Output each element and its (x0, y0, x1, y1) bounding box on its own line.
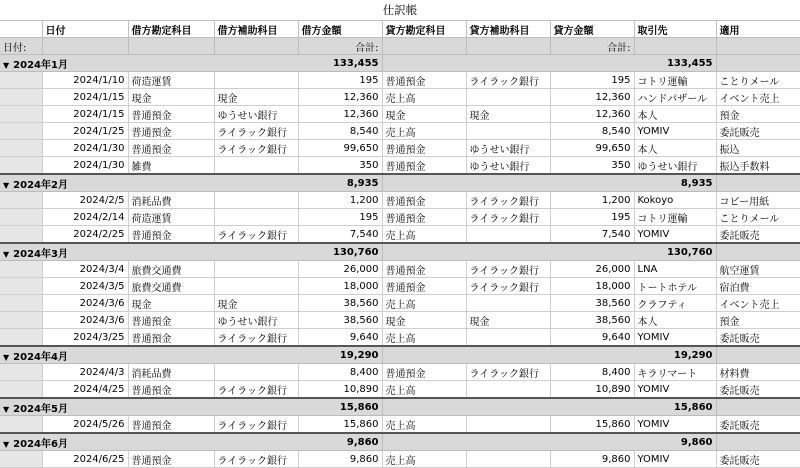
cell-credit-account[interactable]: 普通預金 (382, 278, 466, 295)
group-credit-total: 9,860 (634, 433, 716, 451)
cell-partner[interactable]: ゆうせい銀行 (634, 157, 716, 175)
cell-memo[interactable]: 振込 (716, 140, 800, 157)
table-row[interactable] (0, 209, 800, 226)
cell-debit-account[interactable]: 普通預金 (128, 123, 214, 140)
cell-partner[interactable]: YOMIV (634, 381, 716, 399)
cell-memo[interactable]: 委託販売 (716, 123, 800, 140)
cell-credit-amount[interactable]: 1,200 (550, 192, 634, 209)
cell-date[interactable]: 2024/2/14 (42, 209, 128, 226)
cell-credit-amount[interactable]: 8,400 (550, 364, 634, 381)
cell-memo[interactable]: コピー用紙 (716, 192, 800, 209)
header-debit-account[interactable]: 借方勘定科目 (128, 21, 214, 38)
cell-debit-account[interactable]: 消耗品費 (128, 364, 214, 381)
cell-partner[interactable]: コトリ運輸 (634, 209, 716, 226)
table-row[interactable] (0, 157, 800, 175)
row-gutter (0, 364, 42, 381)
cell-debit-sub-account[interactable] (214, 192, 298, 209)
cell-debit-sub-account[interactable] (214, 157, 298, 175)
cell-memo[interactable]: 委託販売 (716, 451, 800, 468)
cell-debit-sub-account[interactable]: ゆうせい銀行 (214, 312, 298, 329)
cell-credit-sub-account[interactable] (466, 226, 550, 244)
cell-credit-sub-account[interactable] (466, 123, 550, 140)
cell-date[interactable]: 2024/5/26 (42, 416, 128, 434)
table-row[interactable] (0, 295, 800, 312)
cell-debit-account[interactable]: 荷造運賃 (128, 209, 214, 226)
cell-memo[interactable]: 委託販売 (716, 226, 800, 244)
cell-debit-sub-account[interactable]: ライラック銀行 (214, 451, 298, 468)
cell-credit-amount[interactable]: 99,650 (550, 140, 634, 157)
cell-debit-sub-account[interactable]: ライラック銀行 (214, 123, 298, 140)
group-header-row[interactable] (0, 433, 800, 451)
cell-partner[interactable]: トートホテル (634, 278, 716, 295)
cell-date[interactable]: 2024/2/25 (42, 226, 128, 244)
cell-debit-amount[interactable]: 26,000 (298, 261, 382, 278)
cell-debit-amount[interactable]: 99,650 (298, 140, 382, 157)
group-label: 2024年5月 (13, 403, 68, 415)
group-credit-total: 130,760 (634, 243, 716, 261)
cell-debit-amount[interactable]: 15,860 (298, 416, 382, 434)
header-memo[interactable]: 適用 (716, 21, 800, 38)
cell-credit-amount[interactable]: 195 (550, 72, 634, 89)
cell-debit-amount[interactable]: 8,400 (298, 364, 382, 381)
cell-memo[interactable]: 委託販売 (716, 381, 800, 399)
cell-partner[interactable]: ハンドパザール (634, 89, 716, 106)
cell-credit-amount[interactable]: 26,000 (550, 261, 634, 278)
group-header-row[interactable] (0, 243, 800, 261)
group-debit-total: 9,860 (298, 433, 382, 451)
cell-debit-sub-account[interactable] (214, 364, 298, 381)
cell-debit-sub-account[interactable] (214, 209, 298, 226)
group-debit-total: 15,860 (298, 398, 382, 416)
cell-credit-account[interactable]: 現金 (382, 106, 466, 123)
cell-credit-amount[interactable]: 38,560 (550, 312, 634, 329)
cell-date[interactable]: 2024/6/25 (42, 451, 128, 468)
group-credit-total: 15,860 (634, 398, 716, 416)
cell-debit-account[interactable]: 消耗品費 (128, 192, 214, 209)
cell-memo[interactable]: 預金 (716, 312, 800, 329)
cell-credit-amount[interactable]: 12,360 (550, 89, 634, 106)
group-label-cell[interactable] (0, 398, 128, 416)
cell-date[interactable]: 2024/3/4 (42, 261, 128, 278)
group-label-cell[interactable] (0, 55, 128, 72)
cell-debit-account[interactable]: 普通預金 (128, 106, 214, 123)
group-debit-total: 8,935 (298, 174, 382, 192)
cell-debit-amount[interactable]: 18,000 (298, 278, 382, 295)
header-spacer (0, 21, 42, 38)
cell-credit-account[interactable]: 普通預金 (382, 364, 466, 381)
cell-debit-amount[interactable]: 195 (298, 72, 382, 89)
cell-debit-amount[interactable]: 1,200 (298, 192, 382, 209)
cell-partner[interactable]: クラフティ (634, 295, 716, 312)
group-label-cell[interactable] (0, 174, 128, 192)
table-row[interactable] (0, 416, 800, 434)
header-partner[interactable]: 取引先 (634, 21, 716, 38)
cell-credit-sub-account[interactable] (466, 416, 550, 434)
table-row[interactable] (0, 278, 800, 295)
cell-debit-account[interactable]: 旅費交通費 (128, 261, 214, 278)
cell-debit-amount[interactable]: 7,540 (298, 226, 382, 244)
cell-credit-account[interactable]: 普通預金 (382, 192, 466, 209)
group-label-cell[interactable] (0, 433, 128, 451)
cell-credit-account[interactable]: 売上高 (382, 123, 466, 140)
cell-credit-account[interactable]: 売上高 (382, 295, 466, 312)
cell-debit-account[interactable]: 普通預金 (128, 140, 214, 157)
cell-debit-sub-account[interactable]: ライラック銀行 (214, 226, 298, 244)
row-gutter (0, 295, 42, 312)
cell-credit-account[interactable]: 売上高 (382, 381, 466, 399)
cell-debit-sub-account[interactable]: ライラック銀行 (214, 416, 298, 434)
cell-debit-sub-account[interactable]: ライラック銀行 (214, 381, 298, 399)
cell-credit-account[interactable]: 普通預金 (382, 72, 466, 89)
cell-date[interactable]: 2024/1/30 (42, 157, 128, 175)
cell-debit-account[interactable]: 荷造運賃 (128, 72, 214, 89)
cell-debit-account[interactable]: 普通預金 (128, 451, 214, 468)
table-row[interactable] (0, 261, 800, 278)
group-label-cell[interactable] (0, 243, 128, 261)
row-gutter (0, 226, 42, 244)
cell-date[interactable]: 2024/2/5 (42, 192, 128, 209)
disclosure-triangle-icon[interactable]: ▼ (3, 60, 10, 70)
header-date[interactable]: 日付 (42, 21, 128, 38)
group-header-row[interactable] (0, 55, 800, 72)
row-gutter (0, 381, 42, 399)
cell-credit-amount[interactable]: 9,860 (550, 451, 634, 468)
cell-credit-amount[interactable]: 8,540 (550, 123, 634, 140)
group-debit-total: 19,290 (298, 346, 382, 364)
cell-memo[interactable]: 宿泊費 (716, 278, 800, 295)
row-gutter (0, 278, 42, 295)
summary-row (0, 38, 800, 55)
cell-memo[interactable]: 航空運賃 (716, 261, 800, 278)
row-gutter (0, 312, 42, 329)
cell-debit-amount[interactable]: 12,360 (298, 89, 382, 106)
cell-credit-sub-account[interactable]: ライラック銀行 (466, 72, 550, 89)
group-credit-total: 8,935 (634, 174, 716, 192)
table-row[interactable] (0, 451, 800, 468)
cell-credit-account[interactable]: 売上高 (382, 226, 466, 244)
summary-label: 日付: (0, 38, 42, 55)
cell-partner[interactable]: YOMIV (634, 226, 716, 244)
cell-memo[interactable]: 材料費 (716, 364, 800, 381)
table-row[interactable] (0, 329, 800, 347)
cell-credit-sub-account[interactable]: ライラック銀行 (466, 209, 550, 226)
cell-partner[interactable]: 本人 (634, 106, 716, 123)
cell-memo[interactable]: ことりメール (716, 72, 800, 89)
cell-credit-sub-account[interactable]: ゆうせい銀行 (466, 140, 550, 157)
cell-date[interactable]: 2024/1/25 (42, 123, 128, 140)
group-debit-total: 133,455 (298, 55, 382, 72)
table-row[interactable] (0, 123, 800, 140)
cell-debit-sub-account[interactable] (214, 72, 298, 89)
cell-debit-account[interactable]: 普通預金 (128, 312, 214, 329)
cell-credit-sub-account[interactable] (466, 295, 550, 312)
cell-credit-amount[interactable]: 38,560 (550, 295, 634, 312)
summary-debit-total-label: 合計: (298, 38, 382, 55)
disclosure-triangle-icon[interactable]: ▼ (3, 404, 10, 414)
cell-credit-sub-account[interactable]: ゆうせい銀行 (466, 157, 550, 175)
cell-debit-sub-account[interactable] (214, 261, 298, 278)
header-row (0, 21, 800, 38)
row-gutter (0, 329, 42, 347)
cell-debit-account[interactable]: 雑費 (128, 157, 214, 175)
cell-credit-sub-account[interactable]: ライラック銀行 (466, 278, 550, 295)
cell-date[interactable]: 2024/4/3 (42, 364, 128, 381)
cell-date[interactable]: 2024/3/6 (42, 312, 128, 329)
cell-partner[interactable]: YOMIV (634, 416, 716, 434)
table-row[interactable] (0, 192, 800, 209)
cell-memo[interactable]: 預金 (716, 106, 800, 123)
cell-credit-account[interactable]: 売上高 (382, 89, 466, 106)
cell-partner[interactable]: YOMIV (634, 451, 716, 468)
cell-debit-amount[interactable]: 8,540 (298, 123, 382, 140)
row-gutter (0, 123, 42, 140)
cell-credit-amount[interactable]: 9,640 (550, 329, 634, 347)
cell-debit-sub-account[interactable]: ゆうせい銀行 (214, 106, 298, 123)
cell-date[interactable]: 2024/3/6 (42, 295, 128, 312)
cell-debit-account[interactable]: 普通預金 (128, 416, 214, 434)
group-credit-total: 133,455 (634, 55, 716, 72)
cell-partner[interactable]: コトリ運輸 (634, 72, 716, 89)
row-gutter (0, 72, 42, 89)
table-row[interactable] (0, 106, 800, 123)
cell-date[interactable]: 2024/1/15 (42, 106, 128, 123)
cell-credit-account[interactable]: 売上高 (382, 329, 466, 347)
cell-debit-amount[interactable]: 9,860 (298, 451, 382, 468)
cell-memo[interactable]: ことりメール (716, 209, 800, 226)
header-credit-account[interactable]: 貸方勘定科目 (382, 21, 466, 38)
cell-debit-amount[interactable]: 38,560 (298, 312, 382, 329)
cell-credit-sub-account[interactable] (466, 451, 550, 468)
group-label: 2024年3月 (13, 248, 68, 260)
cell-credit-account[interactable]: 普通預金 (382, 157, 466, 175)
header-debit-sub-account[interactable]: 借方補助科目 (214, 21, 298, 38)
disclosure-triangle-icon[interactable]: ▼ (3, 249, 10, 259)
header-credit-sub-account[interactable]: 貸方補助科目 (466, 21, 550, 38)
cell-memo[interactable]: イベント売上 (716, 295, 800, 312)
cell-memo[interactable]: 振込手数料 (716, 157, 800, 175)
cell-debit-amount[interactable]: 12,360 (298, 106, 382, 123)
cell-partner[interactable]: Kokoyo (634, 192, 716, 209)
group-header-row[interactable] (0, 398, 800, 416)
row-gutter (0, 416, 42, 434)
group-label: 2024年4月 (13, 351, 68, 363)
cell-debit-account[interactable]: 現金 (128, 295, 214, 312)
table-row[interactable] (0, 312, 800, 329)
cell-debit-sub-account[interactable]: ライラック銀行 (214, 140, 298, 157)
cell-memo[interactable]: 委託販売 (716, 329, 800, 347)
group-header-row[interactable] (0, 346, 800, 364)
group-label: 2024年1月 (13, 59, 68, 71)
cell-partner[interactable]: キラリマート (634, 364, 716, 381)
table-row[interactable] (0, 140, 800, 157)
table-row[interactable] (0, 364, 800, 381)
cell-debit-amount[interactable]: 195 (298, 209, 382, 226)
cell-date[interactable]: 2024/3/25 (42, 329, 128, 347)
cell-credit-amount[interactable]: 15,860 (550, 416, 634, 434)
cell-debit-amount[interactable]: 350 (298, 157, 382, 175)
header-debit-amount[interactable]: 借方金額 (298, 21, 382, 38)
cell-date[interactable]: 2024/4/25 (42, 381, 128, 399)
disclosure-triangle-icon[interactable]: ▼ (3, 439, 10, 449)
cell-credit-account[interactable]: 普通預金 (382, 209, 466, 226)
cell-debit-account[interactable]: 旅費交通費 (128, 278, 214, 295)
cell-credit-sub-account[interactable]: 現金 (466, 312, 550, 329)
cell-date[interactable]: 2024/1/15 (42, 89, 128, 106)
row-gutter (0, 157, 42, 175)
disclosure-triangle-icon[interactable]: ▼ (3, 180, 10, 190)
disclosure-triangle-icon[interactable]: ▼ (3, 352, 10, 362)
table-row[interactable] (0, 89, 800, 106)
cell-debit-amount[interactable]: 38,560 (298, 295, 382, 312)
row-gutter (0, 89, 42, 106)
cell-partner[interactable]: LNA (634, 261, 716, 278)
sheet-title: 仕訳帳 (382, 3, 418, 17)
cell-partner[interactable]: 本人 (634, 140, 716, 157)
cell-memo[interactable]: イベント売上 (716, 89, 800, 106)
cell-partner[interactable]: YOMIV (634, 329, 716, 347)
cell-debit-amount[interactable]: 10,890 (298, 381, 382, 399)
group-label: 2024年6月 (13, 438, 68, 450)
row-gutter (0, 192, 42, 209)
cell-credit-amount[interactable]: 195 (550, 209, 634, 226)
cell-debit-account[interactable]: 現金 (128, 89, 214, 106)
group-credit-total: 19,290 (634, 346, 716, 364)
cell-credit-account[interactable]: 普通預金 (382, 140, 466, 157)
table-row[interactable] (0, 226, 800, 244)
cell-debit-sub-account[interactable] (214, 278, 298, 295)
row-gutter (0, 451, 42, 468)
cell-credit-account[interactable]: 普通預金 (382, 261, 466, 278)
row-gutter (0, 209, 42, 226)
cell-date[interactable]: 2024/1/10 (42, 72, 128, 89)
cell-credit-sub-account[interactable]: ライラック銀行 (466, 192, 550, 209)
cell-memo[interactable]: 委託販売 (716, 416, 800, 434)
cell-credit-account[interactable]: 現金 (382, 312, 466, 329)
table-row[interactable] (0, 381, 800, 399)
cell-credit-sub-account[interactable] (466, 89, 550, 106)
row-gutter (0, 140, 42, 157)
cell-credit-sub-account[interactable] (466, 329, 550, 347)
row-gutter (0, 106, 42, 123)
table-row[interactable] (0, 72, 800, 89)
cell-credit-amount[interactable]: 7,540 (550, 226, 634, 244)
group-label: 2024年2月 (13, 179, 68, 191)
group-label-cell[interactable] (0, 346, 128, 364)
cell-debit-sub-account[interactable]: 現金 (214, 295, 298, 312)
cell-credit-amount[interactable]: 350 (550, 157, 634, 175)
cell-credit-amount[interactable]: 18,000 (550, 278, 634, 295)
cell-debit-account[interactable]: 普通預金 (128, 226, 214, 244)
cell-partner[interactable]: 本人 (634, 312, 716, 329)
cell-debit-amount[interactable]: 9,640 (298, 329, 382, 347)
cell-credit-amount[interactable]: 12,360 (550, 106, 634, 123)
summary-credit-total-label: 合計: (550, 38, 634, 55)
cell-credit-account[interactable]: 売上高 (382, 451, 466, 468)
cell-debit-account[interactable]: 普通預金 (128, 381, 214, 399)
cell-credit-sub-account[interactable]: 現金 (466, 106, 550, 123)
cell-partner[interactable]: YOMIV (634, 123, 716, 140)
cell-debit-sub-account[interactable]: 現金 (214, 89, 298, 106)
cell-debit-account[interactable]: 普通預金 (128, 329, 214, 347)
header-credit-amount[interactable]: 貸方金額 (550, 21, 634, 38)
cell-credit-amount[interactable]: 10,890 (550, 381, 634, 399)
cell-credit-sub-account[interactable] (466, 381, 550, 399)
cell-date[interactable]: 2024/1/30 (42, 140, 128, 157)
cell-credit-sub-account[interactable]: ライラック銀行 (466, 261, 550, 278)
cell-credit-sub-account[interactable]: ライラック銀行 (466, 364, 550, 381)
cell-credit-account[interactable]: 売上高 (382, 416, 466, 434)
group-debit-total: 130,760 (298, 243, 382, 261)
cell-date[interactable]: 2024/3/5 (42, 278, 128, 295)
row-gutter (0, 261, 42, 278)
group-header-row[interactable] (0, 174, 800, 192)
cell-debit-sub-account[interactable]: ライラック銀行 (214, 329, 298, 347)
journal-table (0, 20, 800, 468)
